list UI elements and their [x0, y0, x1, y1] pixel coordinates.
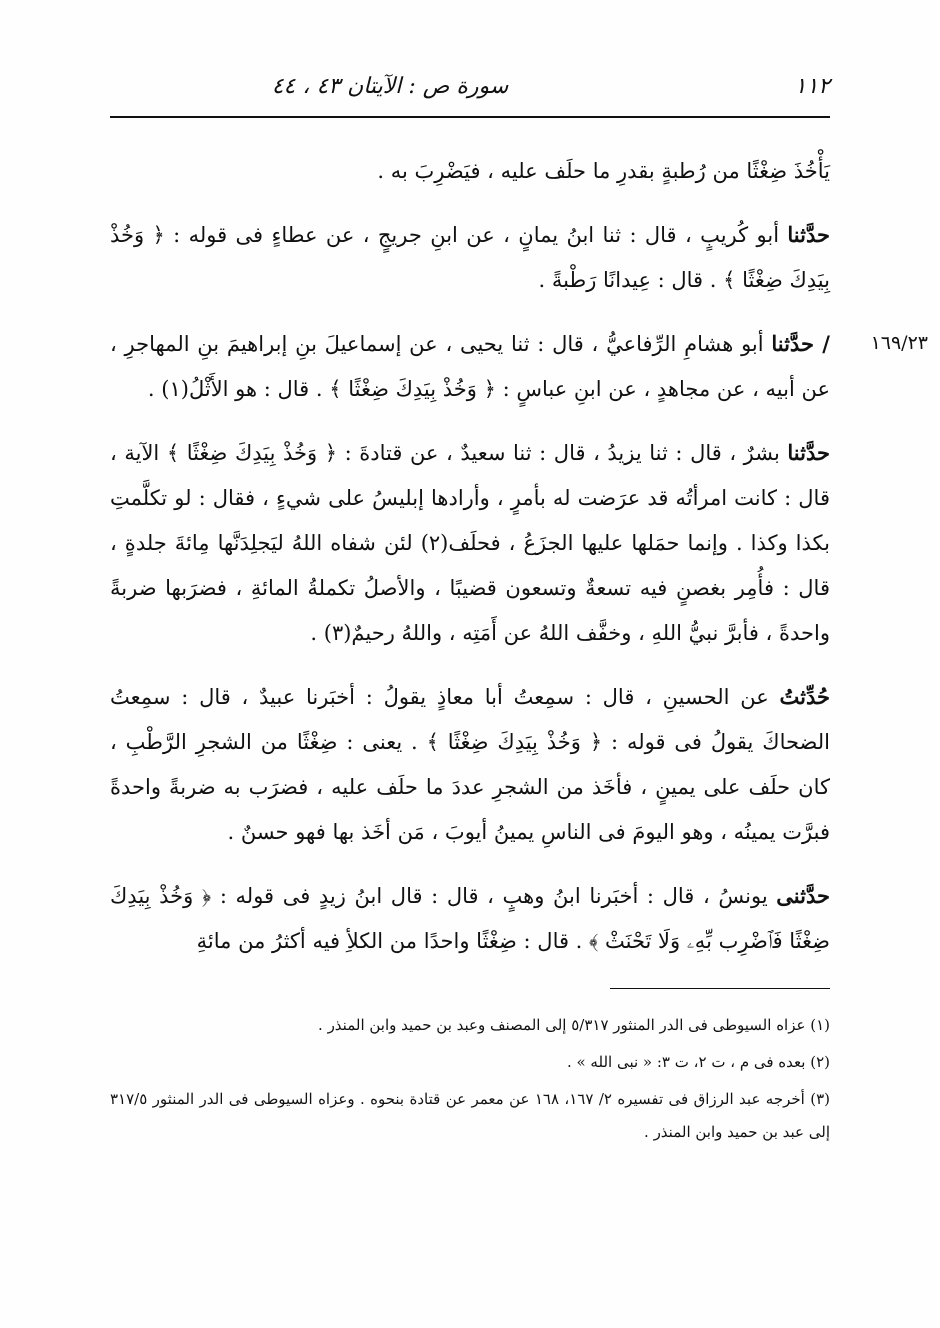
running-title: سورة ص : الآيتان ٤٣ ، ٤٤	[271, 74, 509, 99]
page-header	[110, 60, 830, 118]
paragraph-text: أبو كُريبٍ ، قال : ثنا ابنُ يمانٍ ، عن ابنِ جريجٍ ، عن عطاءٍ فى قوله : ﴿ وَخُذْ بِيَدِكَ ضِغْثًا ﴾ . قال : عِيدانًا رَطْبةً .	[110, 223, 830, 292]
book-page	[110, 60, 928, 1300]
paragraph	[110, 674, 830, 855]
paragraph-lead: حُدِّثتُ	[779, 684, 830, 709]
paragraph	[110, 212, 830, 303]
footnote: (١) عزاه السيوطى فى الدر المنثور ٥/٣١٧ إلى المصنف وعبد بن حميد وابن المنذر .	[318, 1016, 830, 1034]
footnotes	[110, 1009, 830, 1149]
paragraph	[110, 321, 928, 412]
paragraph-lead: حدَّثنا	[787, 440, 830, 465]
paragraph	[110, 430, 830, 656]
margin-reference: ١٦٩/٢٣	[870, 332, 928, 354]
paragraph-text: أبو هشامِ الرِّفاعيُّ ، قال : ثنا يحيى ، عن إسماعيلَ بنِ إبراهيمَ بنِ المهاجرِ ، عن أبيه ، عن مجاهدٍ ، عن ابنِ عباسٍ : ﴿ وَخُذْ بِيَدِكَ ضِغْثًا ﴾ . قال : هو الأَثْلُ(١) .	[110, 332, 830, 401]
paragraph-text: عن الحسينِ ، قال : سمِعتُ أبا معاذٍ يقولُ : أخبَرنا عبيدٌ ، قال : سمِعتُ الضحاكَ يقولُ فى قوله : ﴿ وَخُذْ بِيَدِكَ ضِغْثًا ﴾ . يعنى : ضِغْثًا من الشجرِ الرَّطْبِ ، كان حلَف على يمينٍ ، فأخَذ من الشجرِ عددَ ما حلَف عليه ، فضرَب به ضربةً واحدةً فبرَّت يمينُه ، وهو اليومَ فى الناسِ يمينُ أيوبَ ، مَن أخَذ بها فهو حسنٌ .	[110, 685, 830, 844]
footnote: (٣) أخرجه عبد الرزاق فى تفسيره ٢/ ١٦٧، ١٦٨ عن معمر عن قتادة بنحوه . وعزاه السيوطى فى الدر المنثور ٣١٧/٥ إلى عبد بن حميد وابن المنذر .	[110, 1090, 830, 1141]
page-number: ١١٢	[794, 74, 830, 99]
paragraph	[110, 873, 830, 964]
main-text	[110, 118, 928, 964]
paragraph-lead: حدَّثنا	[787, 222, 830, 247]
paragraph	[110, 148, 830, 194]
paragraph-text: يونسُ ، قال : أخبَرنا ابنُ وهبٍ ، قال : قال ابنُ زيدٍ فى قوله : ﴿ وَخُذْ بِيَدِكَ ضِغْثًا فَٱضْرِب بِّهِۦ وَلَا تَحْنَثْ ﴾ . قال : ضِغْثًا واحدًا من الكلأِ فيه أكثرُ من مائةِ	[110, 884, 830, 953]
paragraph-text: يَأْخُذَ ضِغْثًا من رُطبةٍ بقدرِ ما حلَف عليه ، فيَضْرِبَ به .	[377, 159, 830, 183]
paragraph-lead: / حدَّثنا	[771, 331, 830, 356]
footnote-separator	[610, 988, 830, 989]
paragraph-lead: حدَّثنى	[776, 883, 830, 908]
footnote: (٢) بعده فى م ، ت ٢، ت ٣: « نبى الله » .	[566, 1053, 830, 1071]
paragraph-text: بشرٌ ، قال : ثنا يزيدُ ، قال : ثنا سعيدٌ ، عن قتادةَ : ﴿ وَخُذْ بِيَدِكَ ضِغْثًا ﴾ الآية ، قال : كانت امرأتُه قد عرَضت له بأمرٍ ، وأرادها إبليسُ على شيءٍ ، فقال : لو تكلَّمتِ بكذا وكذا . وإنما حمَلها عليها الجزَعُ ، فحلَف(٢) لئن شفاه اللهُ ليَجلِدَنَّها مِائةَ جلدةٍ ، قال : فأُمِر بغصنٍ فيه تسعةٌ وتسعون قضيبًا ، والأصلُ تكملةُ المائةِ ، فضرَبها ضربةً واحدةً ، فأبرَّ نبيُّ اللهِ ، وخفَّف اللهُ عن أَمَتِه ، واللهُ رحيمٌ(٣) .	[110, 441, 830, 645]
